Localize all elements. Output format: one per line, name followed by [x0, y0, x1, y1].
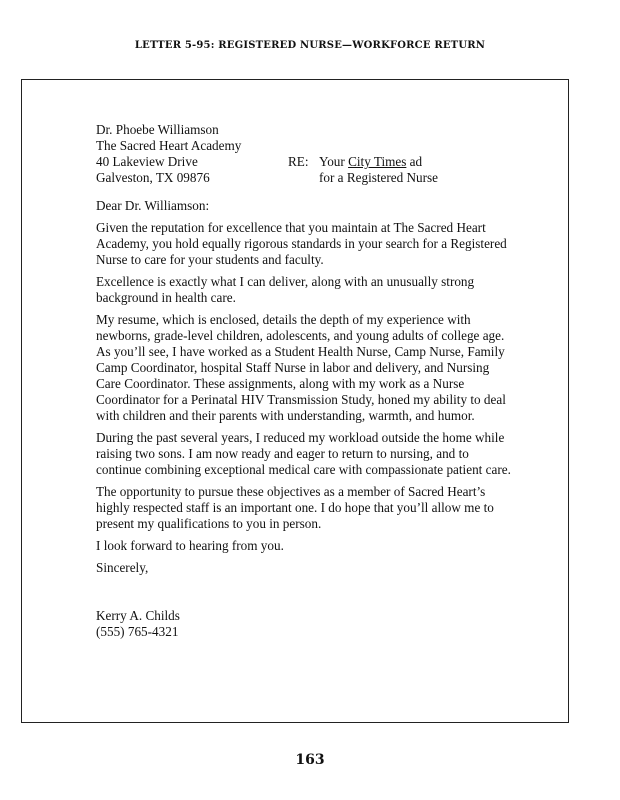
salutation: Dear Dr. Williamson:: [96, 198, 210, 213]
signature-phone: (555) 765-4321: [96, 624, 179, 639]
re-subject-line-1: [319, 154, 422, 170]
closing: Sincerely,: [96, 560, 149, 575]
re-subject-line-2: for a Registered Nurse: [319, 170, 439, 185]
paragraph-6: I look forward to hearing from you.: [96, 538, 284, 553]
address-block: [96, 122, 516, 186]
signature-name: Kerry A. Childs: [96, 608, 180, 623]
page-number: 163: [295, 752, 325, 768]
recipient-organization: The Sacred Heart Academy: [96, 138, 242, 153]
re-publication: City Times: [348, 154, 407, 169]
re-prefix: Your: [319, 154, 349, 169]
letter-body: [96, 122, 516, 640]
paragraph-4: During the past several years, I reduced my workload outside the home while raising two sons. I am now ready and eager to return to nursing, and to continue combining exceptional medical care with compassionate patient care.: [96, 430, 511, 477]
recipient-street: 40 Lakeview Drive: [96, 154, 198, 169]
recipient-name: Dr. Phoebe Williamson: [96, 122, 219, 137]
paragraph-2: Excellence is exactly what I can deliver, along with an unusually strong background in health care.: [96, 274, 475, 305]
paragraph-5: The opportunity to pursue these objectives as a member of Sacred Heart’s highly respected staff is an important one. I do hope that you’ll allow me to present my qualifications to you in person.: [96, 484, 494, 531]
paragraph-3: My resume, which is enclosed, details the depth of my experience with newborns, grade-level children, adolescents, and young adults of college age. As you’ll see, I have worked as a Student Health Nurse, Camp Nurse, Family Camp Coordinator, hospital Staff Nurse in labor and delivery, and Nursing Care Coordinator. These assignments, along with my work as a Nurse Coordinator for a Perinatal HIV Transmission Study, honed my ability to deal with children and their parents with understanding, warmth, and humor.: [96, 312, 506, 423]
re-suffix: ad: [406, 154, 423, 169]
page-header-title: LETTER 5-95: REGISTERED NURSE—WORKFORCE RETURN: [134, 40, 486, 51]
recipient-city-state-zip: Galveston, TX 09876: [96, 170, 210, 185]
paragraph-1: Given the reputation for excellence that you maintain at The Sacred Heart Academy, you hold equally rigorous standards in your search for a Registered Nurse to care for your students and faculty.: [96, 220, 507, 267]
re-label: RE:: [288, 154, 309, 169]
